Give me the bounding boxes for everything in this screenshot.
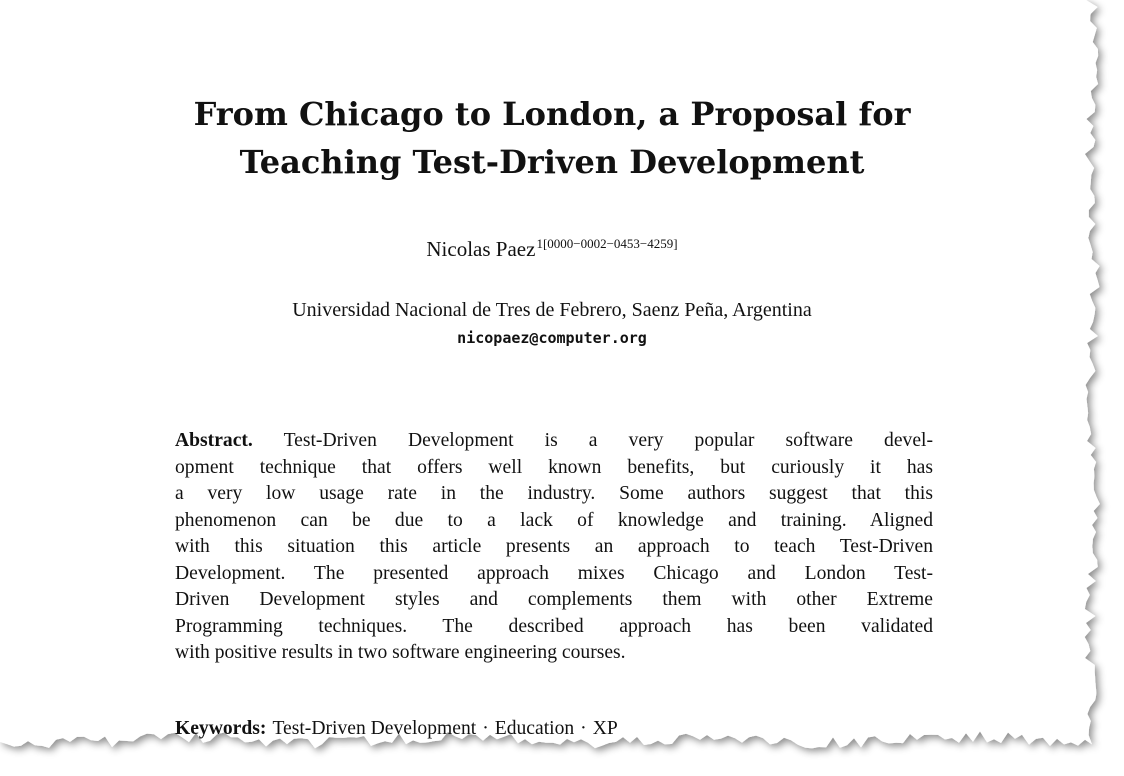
- keyword-separator: ·: [580, 718, 587, 739]
- author-line: [0, 236, 1104, 262]
- abstract-line: opment technique that offers well known benefits, but curiously it has: [175, 456, 933, 478]
- author-name: Nicolas Paez: [426, 237, 536, 261]
- abstract: [175, 428, 933, 667]
- abstract-line: Development. The presented approach mixes Chicago and London Test-: [175, 562, 933, 584]
- affiliation-ref: 1: [536, 236, 543, 251]
- title-line-2: Teaching Test-Driven Development: [239, 143, 865, 181]
- abstract-line: Driven Development styles and complements them with other Extreme: [175, 589, 933, 610]
- paper-title: [0, 90, 1104, 186]
- author-affiliation: Universidad Nacional de Tres de Febrero, Saenz Peña, Argentina: [292, 299, 812, 321]
- abstract-line: with positive results in two software engineering courses.: [175, 642, 626, 663]
- abstract-line: with this situation this article presents an approach to teach Test-Driven: [175, 536, 933, 557]
- abstract-line: a very low usage rate in the industry. Some authors suggest that this: [175, 483, 933, 504]
- abstract-line: Programming techniques. The described approach has been validated: [175, 615, 933, 637]
- keywords-label: Keywords:: [175, 718, 267, 739]
- title-line-1: From Chicago to London, a Proposal for: [193, 95, 911, 133]
- abstract-line: [175, 428, 933, 455]
- keywords: [175, 716, 618, 742]
- abstract-label: Abstract.: [175, 430, 253, 451]
- author-superscript: [536, 236, 677, 251]
- keyword-item: Test-Driven Development: [272, 718, 477, 739]
- abstract-line: phenomenon can be due to a lack of knowledge and training. Aligned: [175, 509, 933, 531]
- keyword-separator: ·: [482, 718, 489, 739]
- keyword-item: XP: [592, 718, 618, 739]
- author-email: nicopaez@computer.org: [457, 329, 647, 347]
- keyword-item: Education: [494, 718, 575, 739]
- abstract-line-text: Test-Driven Development is a very popular software devel-: [283, 430, 933, 451]
- orcid-id: [0000−0002−0453−4259]: [542, 236, 678, 251]
